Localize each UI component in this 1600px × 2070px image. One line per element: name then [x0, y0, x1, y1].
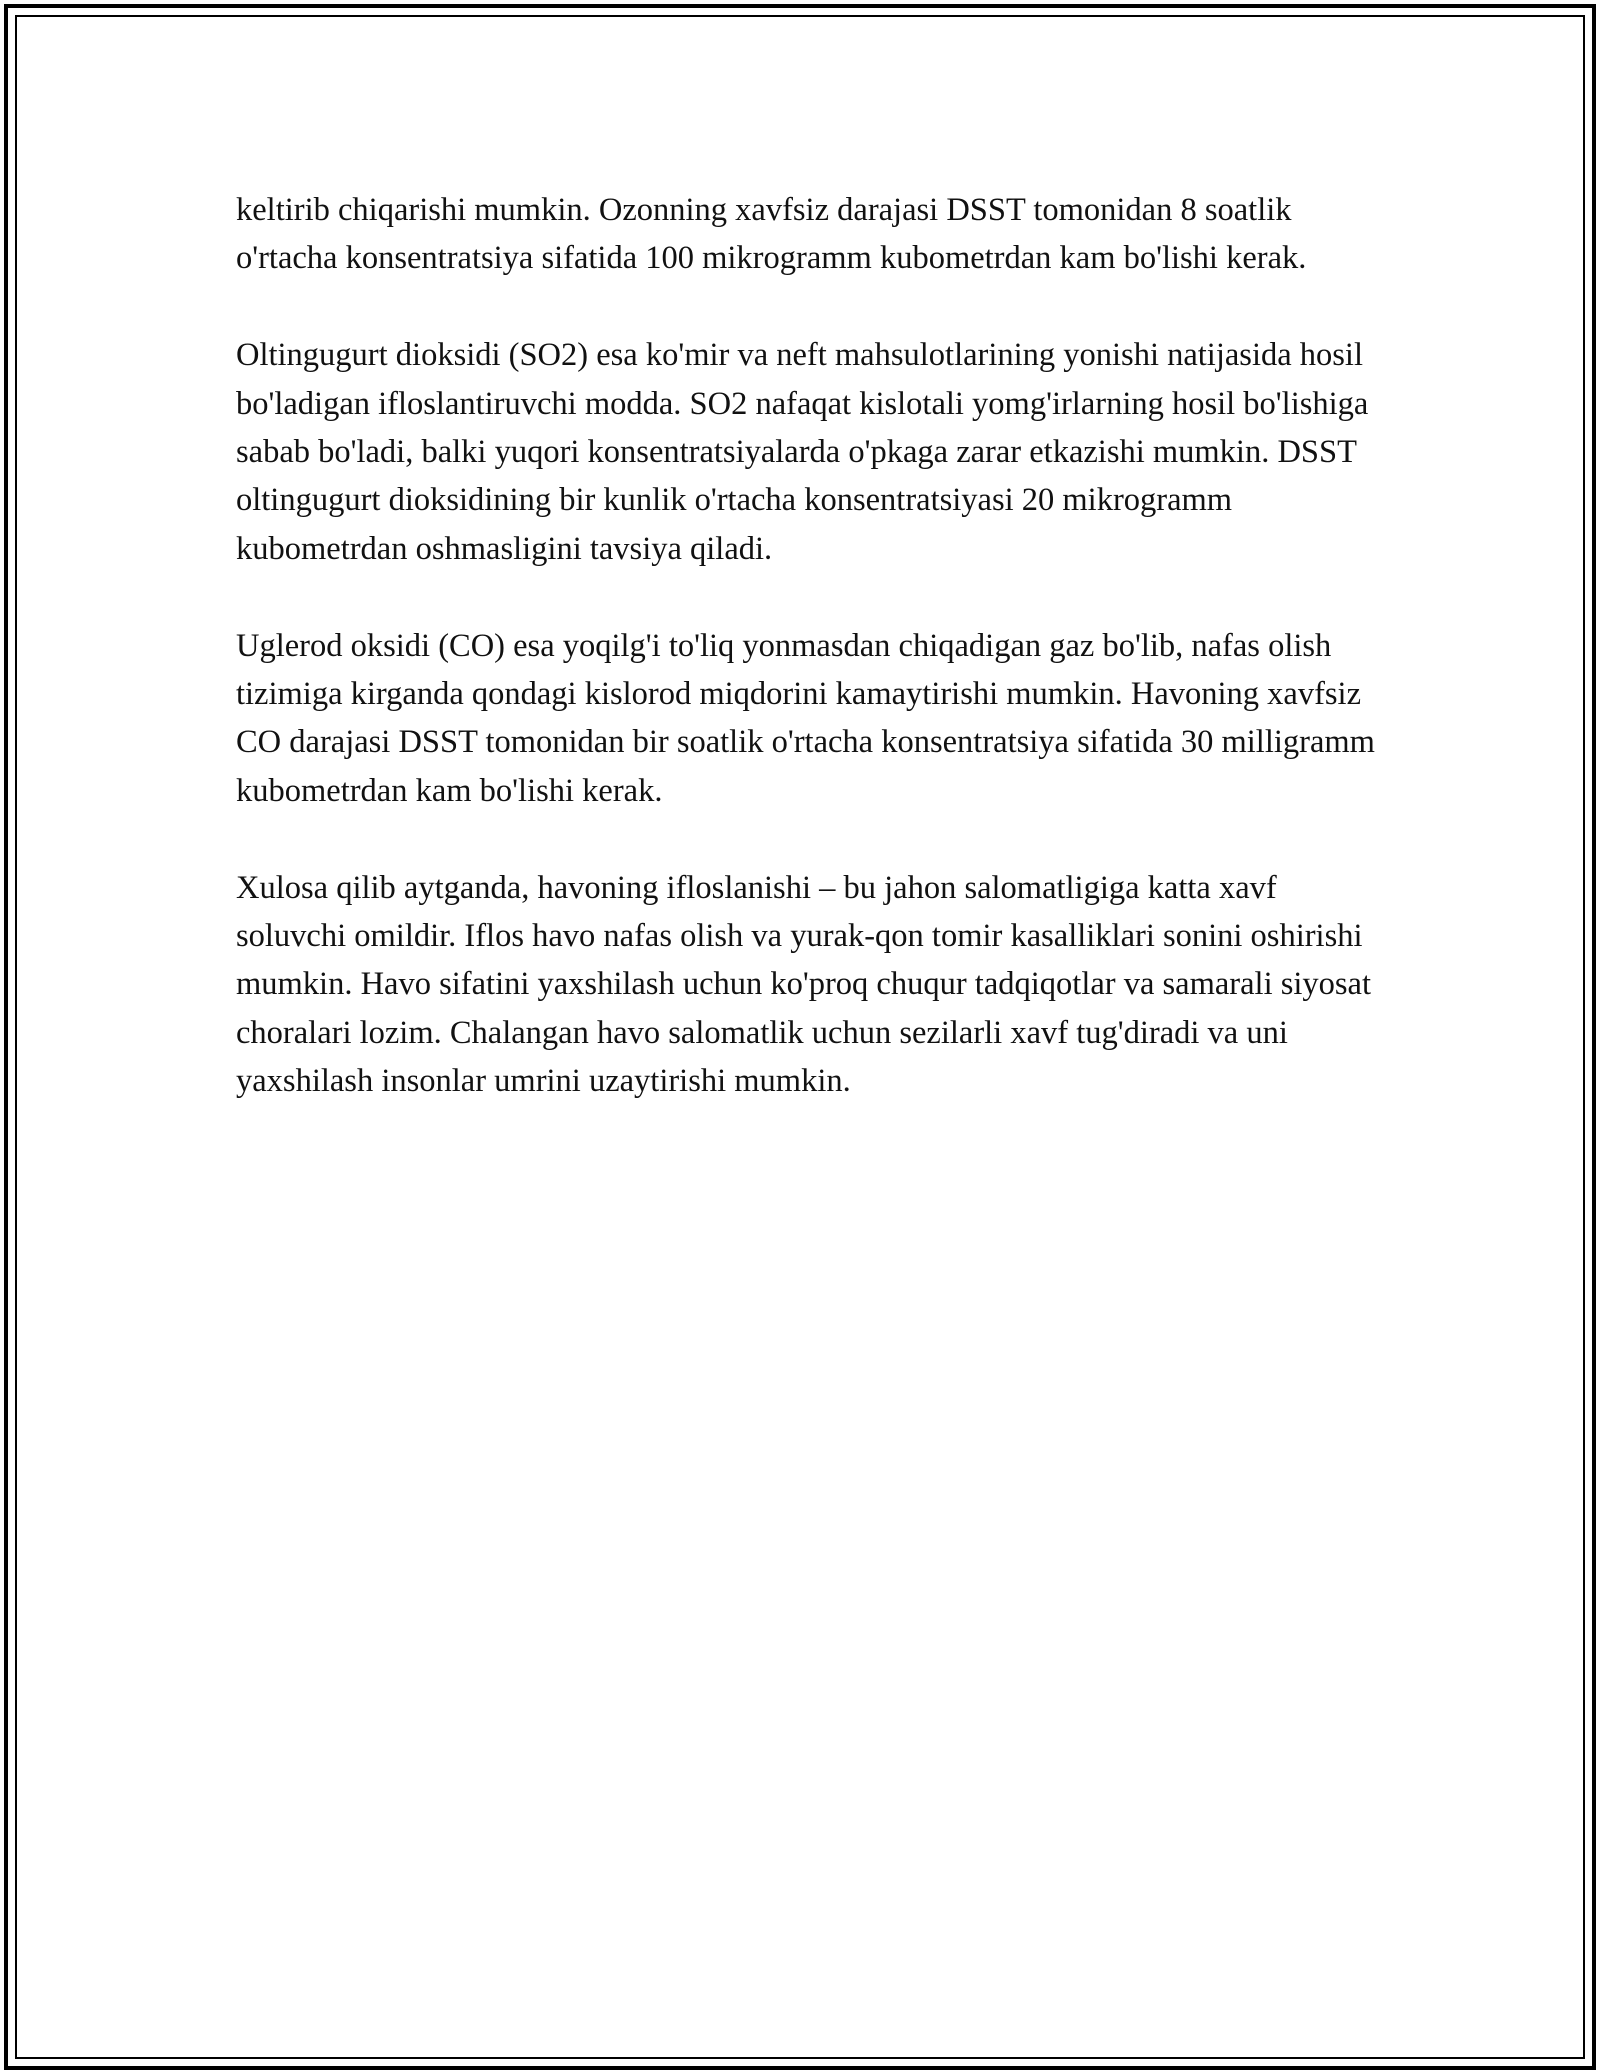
paragraph-carbon-monoxide: Uglerod oksidi (CO) esa yoqilg'i to'liq yonmasdan chiqadigan gaz bo'lib, nafas olish tizimiga kirganda qondagi kislorod miqdorini kamaytirishi mumkin. Havoning xavfsiz CO darajasi DSST tomonidan bir soatlik o'rtacha konsentratsiya sifatida 30 milligramm kubometrdan kam bo'lishi kerak. [236, 627, 1375, 809]
paragraph-sulfur-dioxide: Oltingugurt dioksidi (SO2) esa ko'mir va neft mahsulotlarining yonishi natijasida hosil bo'ladigan ifloslantiruvchi modda. SO2 nafaqat kislotali yomg'irlarning hosil bo'lishiga sabab bo'ladi, balki yuqori konsentratsiyalarda o'pkaga zarar etkazishi mumkin. DSST oltingugurt dioksidining bir kunlik o'rtacha konsentratsiyasi 20 mikrogramm kubometrdan oshmasligini tavsiya qiladi. [236, 337, 1369, 567]
document-body [236, 186, 1376, 1106]
paragraph-ozone-continuation: keltirib chiqarishi mumkin. Ozonning xavfsiz darajasi DSST tomonidan 8 soatlik o'rtacha konsentratsiya sifatida 100 mikrogramm kubometrdan kam bo'lishi kerak. [236, 192, 1307, 277]
paragraph-conclusion: Xulosa qilib aytganda, havoning ifloslanishi – bu jahon salomatligiga katta xavf soluvchi omildir. Iflos havo nafas olish va yurak-qon tomir kasalliklari sonini oshirishi mumkin. Havo sifatini yaxshilash uchun ko'proq chuqur tadqiqotlar va samarali siyosat choralari lozim. Chalangan havo salomatlik uchun sezilarli xavf tug'diradi va uni yaxshilash insonlar umrini uzaytirishi mumkin. [236, 869, 1372, 1100]
